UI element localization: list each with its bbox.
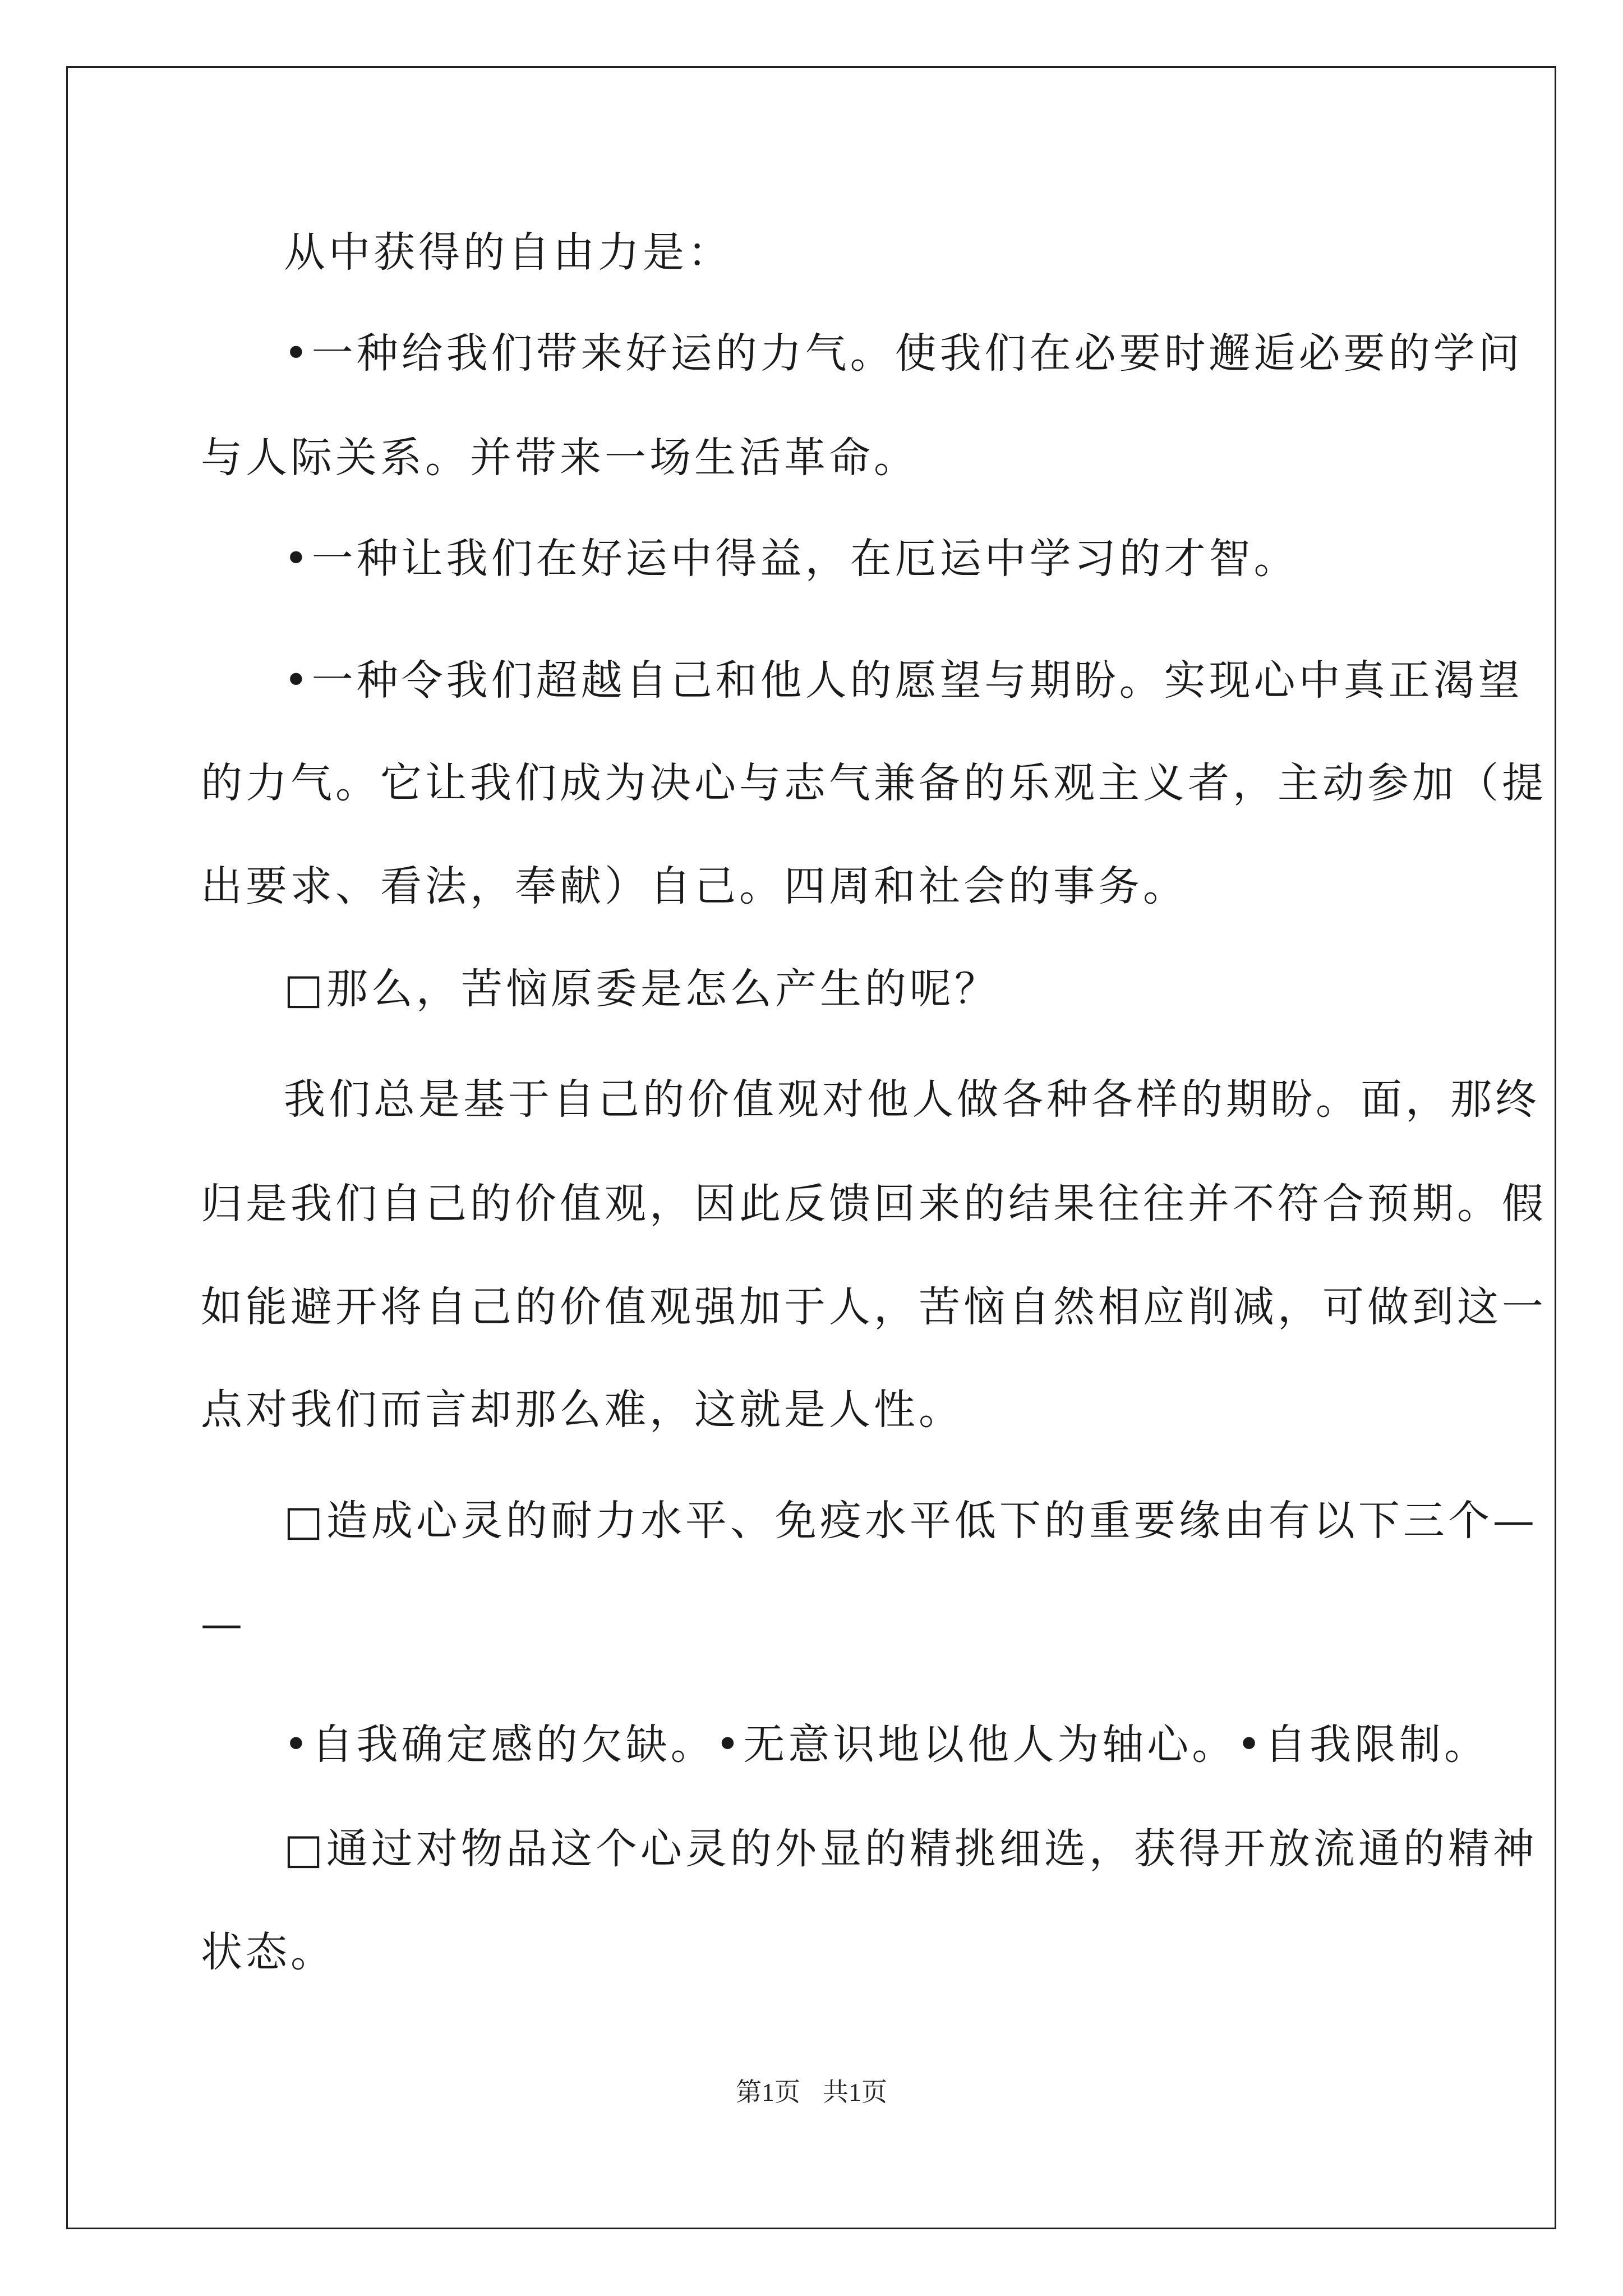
paragraph-line: —: [201, 1600, 246, 1648]
page-number: 第1页: [736, 2078, 800, 2106]
checkbox-heading: □造成心灵的耐力水平、免疫水平低下的重要缘由有以下三个—: [284, 1497, 1538, 1545]
bullet-line: •一种令我们超越自己和他人的愿望与期盼。实现心中真正渴望: [284, 656, 1523, 705]
page-border: [66, 66, 1556, 2229]
bullet-line: •一种给我们带来好运的力气。使我们在必要时邂逅必要的学问: [284, 329, 1523, 378]
bullet-line: •一种让我们在好运中得益，在厄运中学习的才智。: [284, 535, 1299, 583]
page-total: 共1页: [823, 2078, 887, 2106]
checkbox-heading: □那么，苦恼原委是怎么产生的呢？: [284, 965, 999, 1013]
paragraph-line: 的力气。它让我们成为决心与志气兼备的乐观主义者，主动参加（提: [201, 759, 1547, 807]
paragraph-line: 如能避开将自己的价值观强加于人，苦恼自然相应削减，可做到这一: [201, 1283, 1547, 1331]
page-footer: [0, 2076, 1623, 2109]
paragraph-line: 状态。: [201, 1928, 335, 1976]
paragraph-line: 我们总是基于自己的价值观对他人做各种各样的期盼。面，那终: [284, 1075, 1540, 1124]
checkbox-heading: □通过对物品这个心灵的外显的精挑细选，获得开放流通的精神: [284, 1825, 1538, 1873]
paragraph-line: 与人际关系。并带来一场生活革命。: [201, 434, 919, 482]
paragraph-line: 归是我们自己的价值观，因此反馈回来的结果往往并不符合预期。假: [201, 1180, 1547, 1228]
bullet-line: •自我确定感的欠缺。•无意识地以他人为轴心。•自我限制。: [284, 1720, 1489, 1769]
paragraph-line: 出要求、看法，奉献）自己。四周和社会的事务。: [201, 862, 1188, 910]
paragraph-line: 从中获得的自由力是：: [284, 228, 732, 277]
paragraph-line: 点对我们而言却那么难，这就是人性。: [201, 1386, 963, 1434]
